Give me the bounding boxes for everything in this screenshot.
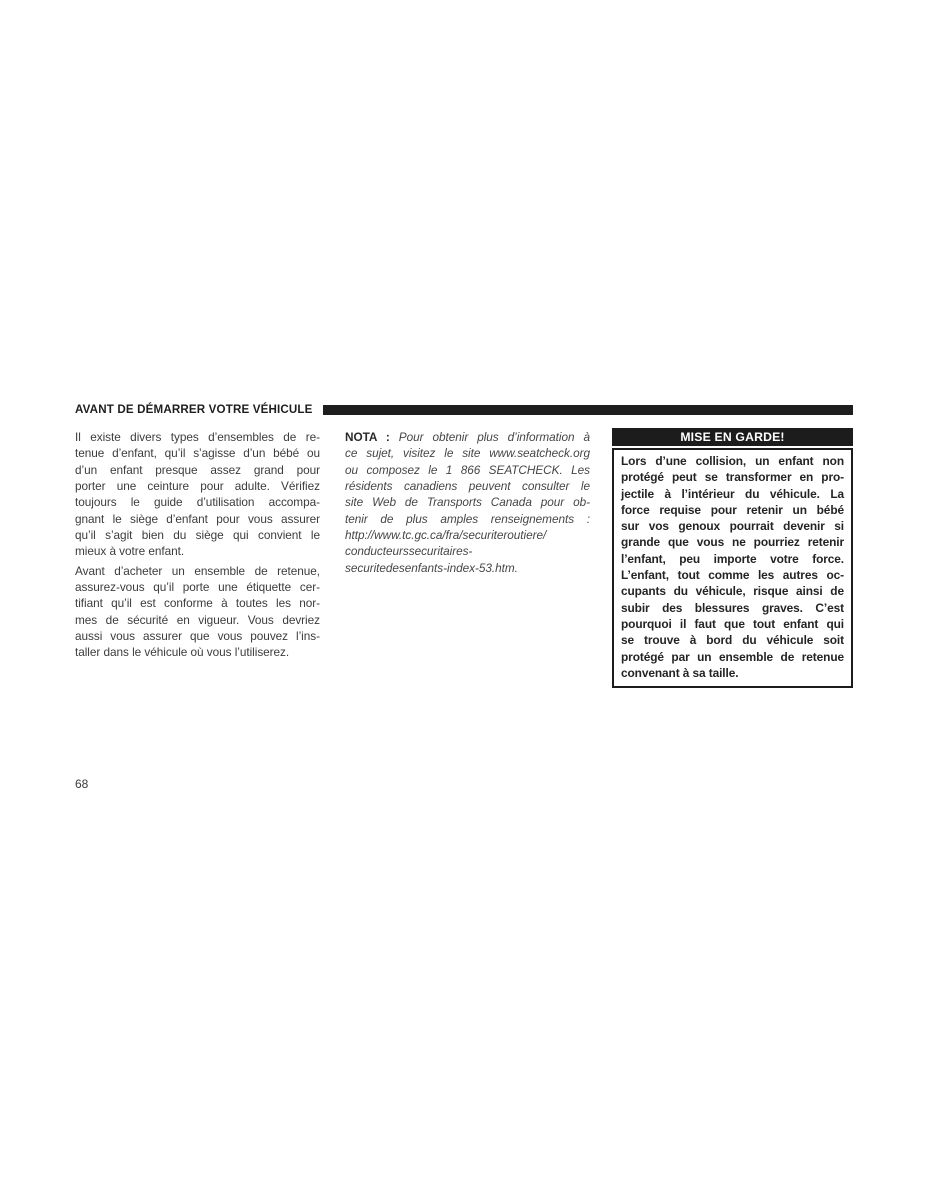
text-line: http://www.tc.gc.ca/fra/securiteroutiere/ (345, 528, 547, 543)
text-line: résidents canadiens peuvent consulter le (345, 479, 590, 494)
text-line: ou composez le 1 866 SEATCHECK. Les (345, 462, 590, 477)
text-line: toujours le guide d’utilisation accompa- (75, 495, 320, 510)
text-line: sur vos genoux pourrait devenir si (621, 519, 844, 534)
text-line: mes de sécurité en vigueur. Vous devriez (75, 612, 320, 627)
text-line: tifiant qu’il est conforme à toutes les nor- (75, 596, 320, 611)
text-line: ce sujet, visitez le site www.seatcheck.org (345, 446, 590, 461)
text-line: subir des blessures graves. C’est (621, 600, 844, 615)
text-line: tenir de plus amples renseignements : (345, 511, 590, 526)
text-line: jectile à l’intérieur du véhicule. La (621, 486, 844, 501)
nota-first-text: Pour obtenir plus d’information à (398, 430, 591, 444)
text-line: aussi vous assurer que vous pouvez l’ins- (75, 629, 320, 644)
paragraph-child-restraint-types (75, 429, 320, 560)
nota-paragraph (345, 429, 590, 576)
section-header (75, 403, 853, 416)
text-line: l’enfant, peu importe votre force. (621, 551, 844, 566)
text-line: conducteurssecuritaires- (345, 544, 473, 559)
text-line: mieux à votre enfant. (75, 544, 185, 559)
text-line: force requise pour retenir un bébé (621, 502, 844, 517)
text-line: grande que vous ne pourriez retenir (621, 535, 844, 550)
section-title: AVANT DE DÉMARRER VOTRE VÉHICULE (75, 403, 313, 416)
text-line: protégé peut se transformer en pro- (621, 470, 844, 485)
text-line: Il existe divers types d’ensembles de re- (75, 430, 320, 444)
nota-label: NOTA : (345, 430, 390, 444)
text-line: qu’il s’agit bien du siège qui convient le (75, 528, 320, 543)
nota-body (345, 445, 590, 576)
text-line: convenant à sa taille. (621, 665, 739, 680)
text-line: gnant le siège d’enfant pour vous assurer (75, 511, 320, 526)
text-line: site Web de Transports Canada pour ob- (345, 495, 590, 510)
text-line: assurez-vous qu’il porte une étiquette cer- (75, 580, 320, 595)
warning-body (612, 448, 853, 688)
text-line: d’un enfant presque assez grand pour (75, 462, 320, 477)
text-line: cupants du véhicule, risque ainsi de (621, 584, 844, 599)
text-line: securitedesenfants-index-53.htm. (345, 560, 518, 575)
text-line: protégé par un ensemble de retenue (621, 649, 844, 664)
text-line: porter une ceinture pour adulte. Vérifiez (75, 479, 320, 494)
text-line: pourquoi il faut que tout enfant qui (621, 616, 844, 631)
text-line: L’enfant, tout comme les autres oc- (621, 568, 844, 583)
text-line: Lors d’une collision, un enfant non (621, 454, 844, 468)
column-middle (345, 429, 590, 579)
header-rule (323, 405, 853, 415)
nota-first-line (345, 429, 590, 445)
warning-title: MISE EN GARDE! (612, 428, 853, 446)
column-left (75, 429, 320, 664)
paragraph-before-buying (75, 563, 320, 661)
text-line: tenue d’enfant, qu’il s’agisse d’un bébé ou (75, 446, 320, 461)
text-line: Avant d’acheter un ensemble de retenue, (75, 563, 320, 578)
warning-box (612, 428, 853, 688)
text-line: se trouve à bord du véhicule soit (621, 633, 844, 648)
text-line: taller dans le véhicule où vous l’utiliserez. (75, 645, 290, 660)
page-number: 68 (75, 777, 89, 791)
